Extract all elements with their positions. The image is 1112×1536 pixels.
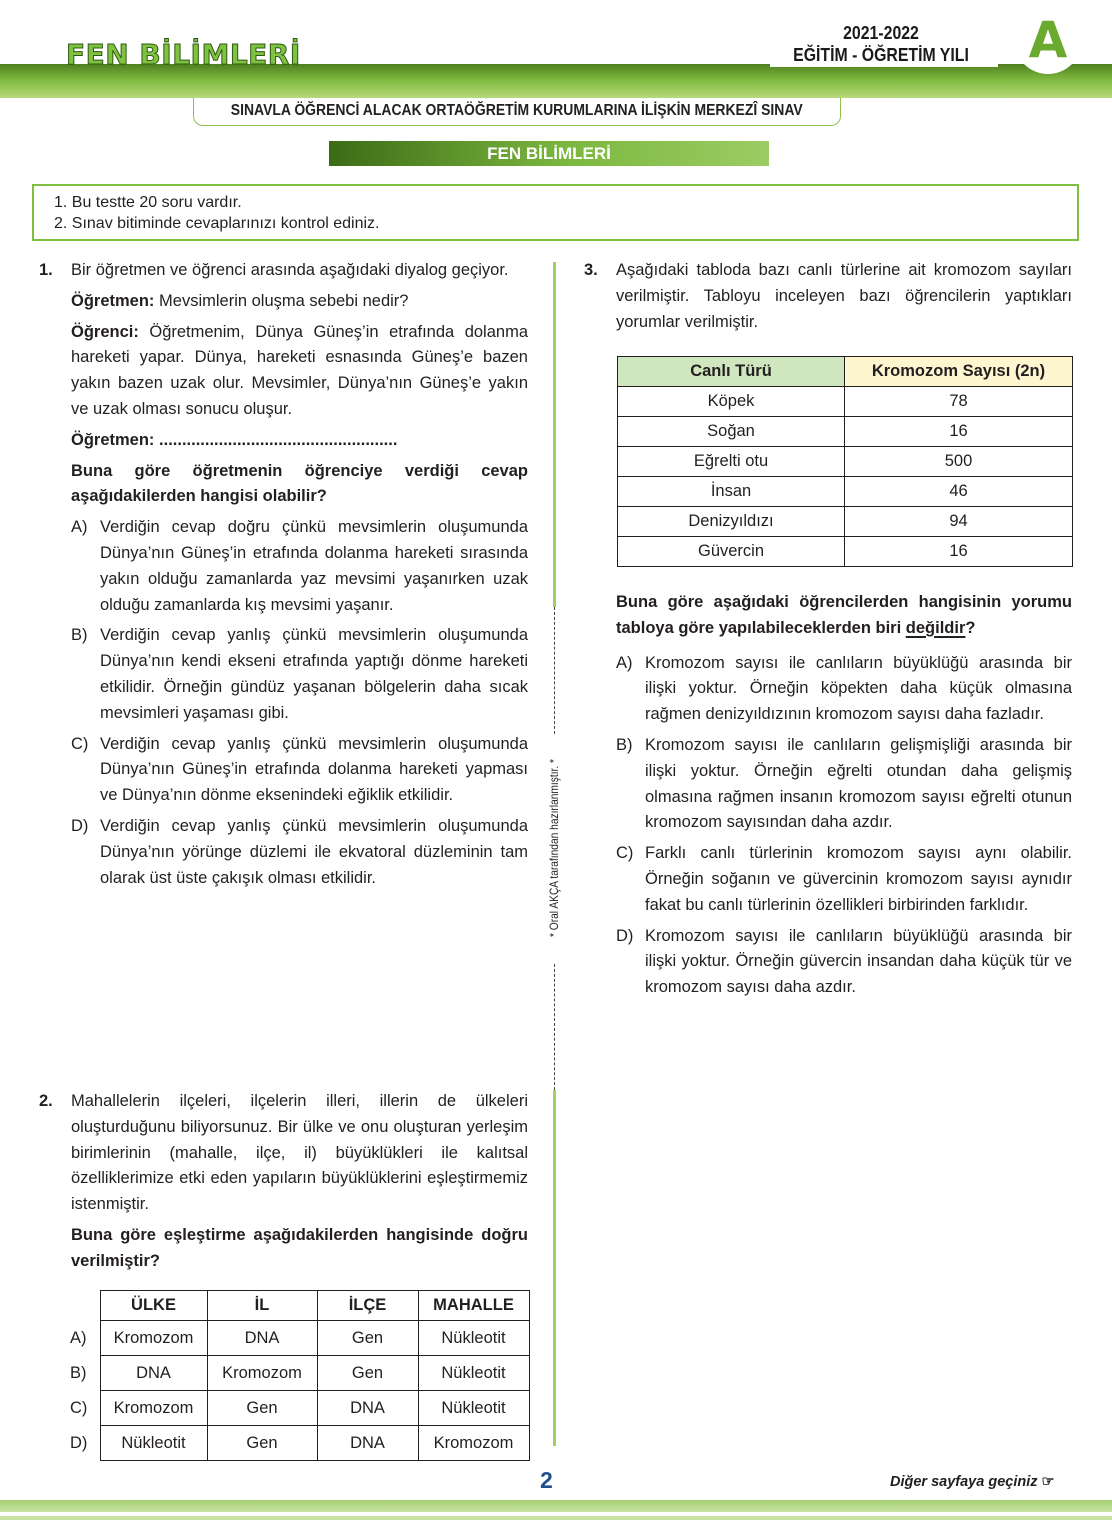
table-row <box>618 477 1073 507</box>
column-header: İL <box>207 1291 317 1321</box>
option-text: Verdiğin cevap yanlış çünkü mevsimlerin oluşumunda Dünya’nın kendi ekseni etrafında yaptığı dönme hareketi etkilidir. Örneğin gündüz yaşanan bölgelerin daha sıcak mevsimleri yaşaması gibi. <box>100 626 528 722</box>
table-corner <box>70 1291 100 1321</box>
answer-option-a[interactable] <box>70 1321 529 1356</box>
answer-option-b[interactable] <box>616 733 1072 836</box>
species-cell: Köpek <box>618 387 845 417</box>
option-label: A) <box>616 653 633 672</box>
question-number: 3. <box>584 261 598 279</box>
option-text: Verdiğin cevap yanlış çünkü mevsimlerin oluşumunda Dünya’nın yörünge düzlemi ile ekvatoral düzleminin tam olarak üst üste çakışık olması etkilidir. <box>100 816 528 887</box>
dialogue-student <box>71 320 528 423</box>
answer-option-c[interactable] <box>616 841 1072 918</box>
column-header: İLÇE <box>317 1291 418 1321</box>
column-header: Canlı Türü <box>618 357 845 387</box>
next-page-text: Diğer sayfaya geçiniz <box>890 1474 1038 1490</box>
option-label: B) <box>616 735 633 754</box>
option-label: C) <box>70 1398 88 1417</box>
answer-option-d[interactable] <box>71 814 528 891</box>
question-stem: Buna göre aşağıdaki öğrencilerden hangisinin yorumu tabloya göre yapılabileceklerden biri değildir? <box>616 593 1072 637</box>
table-header-row <box>618 357 1073 387</box>
option-label: A) <box>70 1328 87 1347</box>
answer-option-a[interactable] <box>71 515 528 618</box>
table-cell: Gen <box>207 1391 317 1426</box>
option-text: Kromozom sayısı ile canlıların gelişmişliği arasında bir ilişki yoktur. Örneğin eğrelti otundan daha gelişmiş olmasına rağmen insanın kromozom sayısı eğrelti otunun kromozom sayısından daha azdır. <box>645 735 1072 832</box>
table-row <box>618 537 1073 567</box>
answer-option-c[interactable] <box>70 1391 529 1426</box>
exam-title: SINAVLA ÖĞRENCİ ALACAK ORTAÖĞRETİM KURUMLARINA İLİŞKİN MERKEZÎ SINAV <box>231 102 803 119</box>
instruction-item: 1. Bu testte 20 soru vardır. <box>54 194 242 211</box>
instructions-box <box>32 184 1079 241</box>
chromosome-table <box>617 356 1073 567</box>
instruction-item: 2. Sınav bitiminde cevaplarınızı kontrol ediniz. <box>54 215 380 232</box>
column-divider <box>553 1090 556 1446</box>
table-cell: Kromozom <box>207 1356 317 1391</box>
dialogue-text: Mevsimlerin oluşma sebebi nedir? <box>159 291 409 310</box>
question-intro: Mahallelerin ilçeleri, ilçelerin illeri, illerin de ülkeleri oluşturduğunu biliyorsunuz. Bir ülke ve onu oluşturan yerleşim birimlerinin (mahalle, ilçe, il) büyüklükleri ile kalıtsal özelliklerimize etki eden yapıların büyüklüklerini eşleştirmemiz istenmiştir. <box>71 1092 528 1214</box>
answer-option-d[interactable] <box>70 1426 529 1461</box>
chromosome-count-cell: 94 <box>845 507 1073 537</box>
species-cell: İnsan <box>618 477 845 507</box>
answer-option-a[interactable] <box>616 651 1072 728</box>
table-cell: Nükleotit <box>418 1321 529 1356</box>
question-stem: Buna göre eşleştirme aşağıdakilerden hangisinde doğru verilmiştir? <box>71 1225 528 1270</box>
answer-option-b[interactable] <box>71 623 528 726</box>
question-3-body <box>616 590 1072 1006</box>
column-divider <box>553 262 556 607</box>
chromosome-count-cell: 46 <box>845 477 1073 507</box>
option-label: B) <box>71 626 88 645</box>
column-header: ÜLKE <box>100 1291 207 1321</box>
table-row <box>618 387 1073 417</box>
speaker-label: Öğretmen: <box>71 430 155 449</box>
table-cell: Nükleotit <box>418 1391 529 1426</box>
species-cell: Güvercin <box>618 537 845 567</box>
table-cell: DNA <box>317 1426 418 1461</box>
option-label: C) <box>616 844 634 863</box>
academic-year <box>783 22 978 66</box>
option-text: Kromozom sayısı ile canlıların büyüklüğü arasında bir ilişki yoktur. Örneğin güvercin insandan daha küçük tür ve kromozom sayısı daha azdır. <box>645 926 1072 997</box>
table-cell: Kromozom <box>100 1321 207 1356</box>
author-note: * Oral AKÇA tarafından hazırlanmıştır. * <box>547 758 561 938</box>
table-row <box>618 507 1073 537</box>
question-stem: Buna göre öğretmenin öğrenciye verdiği cevap aşağıdakilerden hangisi olabilir? <box>71 461 528 506</box>
table-cell: DNA <box>100 1356 207 1391</box>
chromosome-count-cell: 500 <box>845 447 1073 477</box>
footer-bar-line <box>0 1516 1112 1520</box>
exam-title-banner <box>193 98 841 126</box>
booklet-type-badge: A <box>1014 6 1082 74</box>
subject-title: FEN BİLİMLERİ <box>66 38 301 71</box>
option-text: Verdiğin cevap doğru çünkü mevsimlerin oluşumunda Dünya’nın Güneş’in etrafında dolanma hareketi sırasında yakın olduğu zamanlarda yaz mevsimi yaşanırken uzak olduğu zamanlarda kış mevsimi yaşanır. <box>100 518 528 614</box>
species-cell: Soğan <box>618 417 845 447</box>
matching-table <box>70 1290 530 1461</box>
answer-blank: .................................................... <box>159 430 398 449</box>
answer-option-d[interactable] <box>616 924 1072 1001</box>
question-number: 2. <box>39 1092 53 1110</box>
page-number: 2 <box>540 1467 553 1493</box>
table-row <box>618 417 1073 447</box>
option-label: D) <box>71 816 89 835</box>
dialogue-teacher <box>71 428 528 454</box>
column-divider-dashed <box>554 964 555 1090</box>
table-cell: Kromozom <box>418 1426 529 1461</box>
table-cell: Kromozom <box>100 1391 207 1426</box>
year-line-2: EĞİTİM - ÖĞRETİM YILI <box>793 45 969 65</box>
option-label: A) <box>71 518 88 537</box>
column-header: MAHALLE <box>418 1291 529 1321</box>
option-text: Verdiğin cevap yanlış çünkü mevsimlerin oluşumunda Dünya’nın Güneş’in etrafında dolanma hareketi yapması ve Dünya’nın dönme eksenindeki eğiklik etkilidir. <box>100 734 528 805</box>
footer-bar <box>0 1500 1112 1512</box>
question-number: 1. <box>39 261 53 279</box>
speaker-label: Öğretmen: <box>71 291 155 310</box>
speaker-label: Öğrenci: <box>71 322 139 341</box>
table-cell: Nükleotit <box>100 1426 207 1461</box>
column-divider-dashed <box>554 607 555 734</box>
chromosome-count-cell: 16 <box>845 417 1073 447</box>
option-label: B) <box>70 1363 87 1382</box>
option-text: Farklı canlı türlerinin kromozom sayısı aynı olabilir. Örneğin soğanın ve güvercinin kromozom sayısı aynıdır fakat bu canlı türlerinin özellikleri birbirinden farklıdır. <box>645 844 1072 914</box>
option-label: C) <box>71 734 89 753</box>
year-line-1: 2021-2022 <box>843 23 919 43</box>
species-cell: Denizyıldızı <box>618 507 845 537</box>
table-header-row <box>70 1291 529 1321</box>
table-cell: Gen <box>317 1321 418 1356</box>
option-text: Kromozom sayısı ile canlıların büyüklüğü arasında bir ilişki yoktur. Örneğin köpekten daha küçük olmasına rağmen denizyıldızının kromozom sayısı daha fazladır. <box>645 653 1072 724</box>
question-intro: Aşağıdaki tabloda bazı canlı türlerine ait kromozom sayıları verilmiştir. Tabloyu inceleyen bazı öğrencilerin yaptıkları yorumlar verilmiştir. <box>616 261 1072 331</box>
answer-option-b[interactable] <box>70 1356 529 1391</box>
chromosome-count-cell: 78 <box>845 387 1073 417</box>
section-title: FEN BİLİMLERİ <box>329 141 769 166</box>
table-cell: DNA <box>317 1391 418 1426</box>
species-cell: Eğrelti otu <box>618 447 845 477</box>
answer-option-c[interactable] <box>71 732 528 809</box>
table-cell: Gen <box>207 1426 317 1461</box>
question-1 <box>39 258 528 896</box>
next-page-note <box>890 1474 1055 1490</box>
question-intro: Bir öğretmen ve öğrenci arasında aşağıdaki diyalog geçiyor. <box>71 261 509 279</box>
option-label: D) <box>70 1433 88 1452</box>
dialogue-teacher <box>71 289 528 315</box>
question-3-intro <box>584 258 1072 340</box>
table-cell: Nükleotit <box>418 1356 529 1391</box>
pointing-hand-icon: ☞ <box>1041 1474 1055 1490</box>
table-cell: DNA <box>207 1321 317 1356</box>
emphasis-underlined: değildir <box>905 618 966 637</box>
table-cell: Gen <box>317 1356 418 1391</box>
option-label: D) <box>616 926 634 945</box>
question-2 <box>39 1089 528 1280</box>
column-header: Kromozom Sayısı (2n) <box>845 357 1073 387</box>
table-row <box>618 447 1073 477</box>
dialogue-text: Öğretmenim, Dünya Güneş’in etrafında dolanma hareketi yapar. Dünya, hareketi esnasında Güneş’e bazen yakın bazen uzak olur. Mevsimler, Dünya’nın Güneş’e yakın ve uzak olması sonucu oluşur. <box>71 322 528 418</box>
chromosome-count-cell: 16 <box>845 537 1073 567</box>
